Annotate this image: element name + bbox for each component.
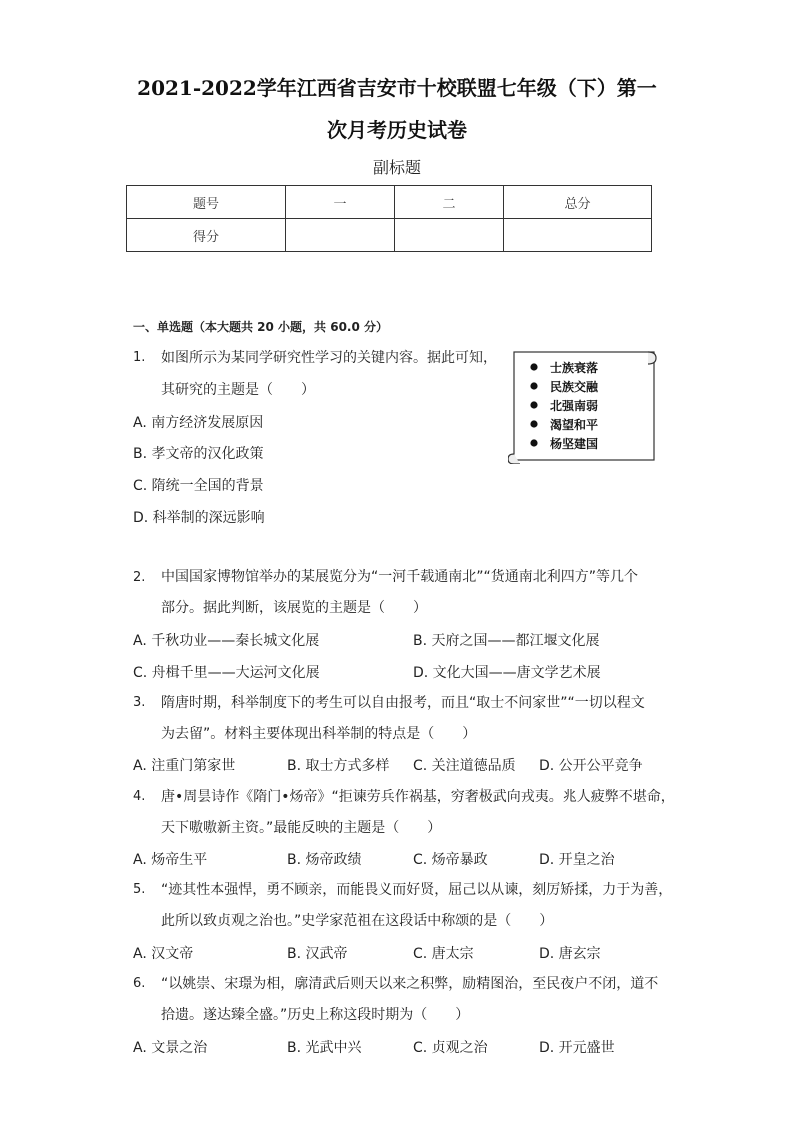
section-heading: 一、单选题（本大题共 20 小题，共 60.0 分） (133, 320, 389, 334)
answer-option[interactable]: B. 孝文帝的汉化政策 (133, 446, 264, 462)
answer-option[interactable]: D. 科举制的深远影响 (133, 510, 265, 526)
question-number: 1. (133, 350, 146, 365)
score-cell[interactable] (286, 219, 395, 252)
answer-option[interactable]: B. 光武中兴 (287, 1040, 362, 1056)
score-header-cell: 总分 (504, 186, 652, 219)
question-number: 5. (133, 882, 146, 897)
answer-option[interactable]: D. 文化大国——唐文学艺术展 (413, 665, 601, 681)
answer-option[interactable]: A. 汉文帝 (133, 946, 194, 962)
score-table-score-row (127, 219, 652, 252)
score-cell[interactable] (395, 219, 504, 252)
answer-option[interactable]: C. 贞观之治 (413, 1040, 488, 1056)
question-number: 3. (133, 695, 146, 710)
question-text: 中国国家博物馆举办的某展览分为“一河千载通南北”“货通南北利四方”等几个 (161, 569, 639, 585)
question-number: 4. (133, 789, 146, 804)
scroll-item: 士族衰落 (550, 361, 599, 375)
scroll-item: 渴望和平 (550, 418, 599, 432)
score-table-header-row (127, 186, 652, 219)
answer-option[interactable]: A. 注重门第家世 (133, 758, 236, 774)
key-points-scroll-figure (508, 348, 658, 464)
question-text: “以姚崇、宋璟为相，廓清武后则天以来之积弊，励精图治，至民夜户不闭，道不 (161, 976, 659, 992)
answer-option[interactable]: D. 唐玄宗 (539, 946, 601, 962)
answer-option[interactable]: B. 取士方式多样 (287, 758, 390, 774)
answer-option[interactable]: C. 炀帝暴政 (413, 852, 488, 868)
score-header-cell: 二 (395, 186, 504, 219)
scroll-item: 北强南弱 (550, 399, 599, 413)
scroll-item: 杨坚建国 (550, 437, 599, 451)
score-cell[interactable] (504, 219, 652, 252)
score-header-cell: 题号 (127, 186, 286, 219)
answer-option[interactable]: B. 汉武帝 (287, 946, 348, 962)
score-header-cell: 一 (286, 186, 395, 219)
question-text: 其研究的主题是（ ） (161, 382, 315, 398)
scroll-item: 民族交融 (550, 380, 599, 394)
exam-title-line1: 2021-2022学年江西省吉安市十校联盟七年级（下）第一 (137, 76, 657, 100)
exam-title-line2: 次月考历史试卷 (327, 118, 467, 142)
question-text: 如图所示为某同学研究性学习的关键内容。据此可知， (161, 350, 497, 366)
exam-subtitle: 副标题 (372, 158, 421, 177)
answer-option[interactable]: C. 关注道德品质 (413, 758, 516, 774)
answer-option[interactable]: D. 开元盛世 (539, 1040, 615, 1056)
answer-option[interactable]: C. 唐太宗 (413, 946, 474, 962)
question-text: 此所以致贞观之治也。”史学家范祖在这段话中称颂的是（ ） (161, 913, 554, 929)
question-text: 拾遗。遂达臻全盛。”历史上称这段时期为（ ） (161, 1007, 470, 1023)
answer-option[interactable]: D. 开皇之治 (539, 852, 615, 868)
answer-option[interactable]: D. 公开公平竞争 (539, 758, 643, 774)
answer-option[interactable]: A. 南方经济发展原因 (133, 415, 264, 431)
answer-option[interactable]: A. 千秋功业——秦长城文化展 (133, 633, 320, 649)
question-text: 唐•周昙诗作《隋门•炀帝》“拒谏劳兵作祸基，穷奢极武向戎夷。兆人疲弊不堪命， (161, 789, 675, 805)
question-number: 2. (133, 570, 146, 585)
score-row-label: 得分 (127, 219, 286, 252)
question-text: 为去留”。材料主要体现出科举制的特点是（ ） (161, 726, 477, 742)
question-text: 天下嗷嗷新主资。”最能反映的主题是（ ） (161, 820, 442, 836)
answer-option[interactable]: A. 文景之治 (133, 1040, 208, 1056)
question-number: 6. (133, 976, 146, 991)
answer-option[interactable]: C. 隋统一全国的背景 (133, 478, 264, 494)
answer-option[interactable]: C. 舟楫千里——大运河文化展 (133, 665, 320, 681)
question-text: “迹其性本强悍，勇不顾亲，而能畏义而好贤，屈己以从谏，刻厉矫揉，力于为善， (161, 882, 673, 898)
score-table (126, 185, 652, 252)
question-text: 部分。据此判断，该展览的主题是（ ） (161, 600, 427, 616)
answer-option[interactable]: B. 炀帝政绩 (287, 852, 362, 868)
answer-option[interactable]: B. 天府之国——都江堰文化展 (413, 633, 600, 649)
answer-option[interactable]: A. 炀帝生平 (133, 852, 208, 868)
question-text: 隋唐时期，科举制度下的考生可以自由报考，而且“取士不问家世”“一切以程文 (161, 695, 645, 711)
